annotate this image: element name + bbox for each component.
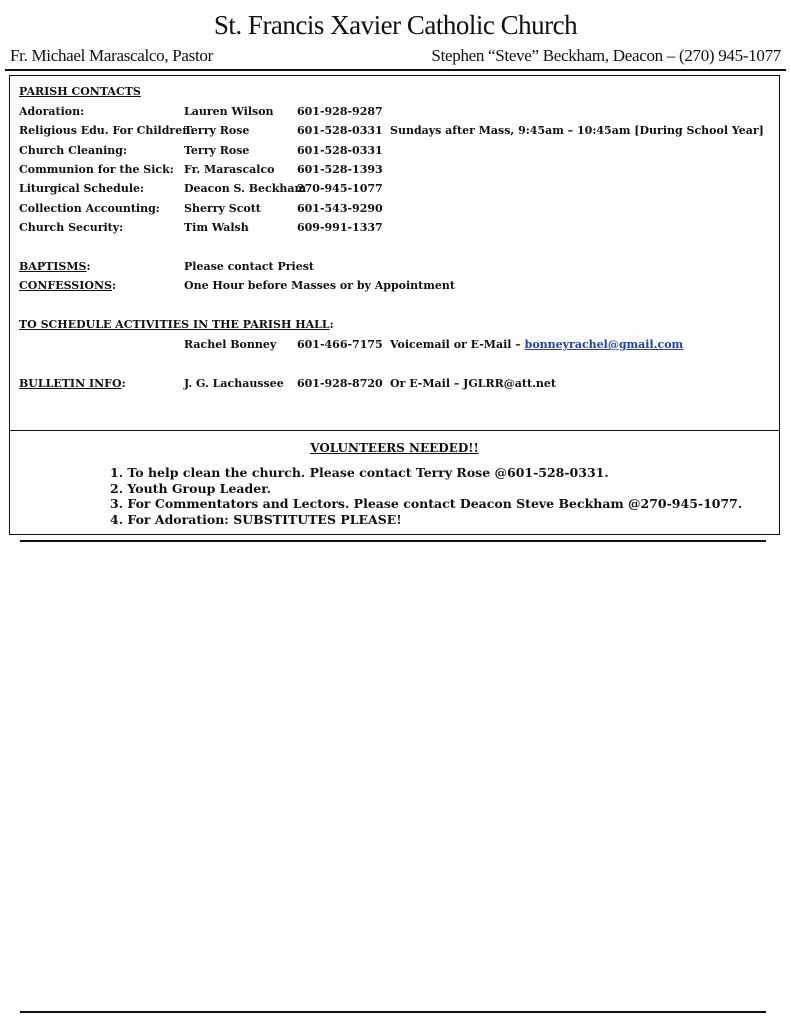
- contact-role: Communion for the Sick:: [19, 163, 174, 176]
- bulletin-note: Or E-Mail – JGLRR@att.net: [390, 377, 556, 390]
- bulletin-phone: 601-928-8720: [297, 377, 383, 390]
- confessions-label: CONFESSIONS:: [19, 279, 117, 292]
- contact-name: Sherry Scott: [184, 202, 261, 215]
- header-divider: [5, 69, 786, 71]
- contact-role: Church Security:: [19, 221, 124, 234]
- contact-phone: 601-528-0331: [297, 124, 383, 137]
- parish-hall-heading: TO SCHEDULE ACTIVITIES IN THE PARISH HALL:: [19, 318, 334, 331]
- contact-role: Religious Edu. For Children:: [19, 124, 195, 137]
- contact-phone: 609-991-1337: [297, 221, 383, 234]
- list-item: 2. Youth Group Leader.: [110, 480, 271, 496]
- contact-phone: 601-528-1393: [297, 163, 383, 176]
- baptisms-label: BAPTISMS:: [19, 260, 91, 273]
- contact-note: Sundays after Mass, 9:45am – 10:45am [During School Year]: [390, 124, 764, 137]
- bulletin-info-label: BULLETIN INFO:: [19, 377, 126, 390]
- deacon-contact: Stephen “Steve” Beckham, Deacon – (270) 945-1077: [431, 46, 781, 65]
- list-item: 1. To help clean the church. Please contact Terry Rose @601-528-0331.: [110, 465, 609, 480]
- parish-hall-contact-name: Rachel Bonney: [184, 338, 277, 351]
- section-divider: [20, 540, 766, 542]
- contact-phone: 601-528-0331: [297, 144, 383, 157]
- confessions-text: One Hour before Masses or by Appointment: [184, 279, 455, 292]
- contact-role: Adoration:: [19, 105, 85, 118]
- volunteers-heading: VOLUNTEERS NEEDED!!: [310, 441, 479, 455]
- list-item: 4. For Adoration: SUBSTITUTES PLEASE!: [110, 511, 402, 527]
- list-item: 3. For Commentators and Lectors. Please contact Deacon Steve Beckham @270-945-1077.: [110, 496, 743, 511]
- contact-phone: 601-928-9287: [297, 105, 383, 118]
- baptisms-text: Please contact Priest: [184, 260, 314, 273]
- contact-role: Collection Accounting:: [19, 202, 160, 215]
- contact-name: Terry Rose: [184, 124, 250, 137]
- contact-phone: 270-945-1077: [297, 182, 383, 195]
- pastor-name: Fr. Michael Marascalco, Pastor: [10, 46, 213, 65]
- contact-name: Fr. Marascalco: [184, 163, 275, 176]
- email-link[interactable]: bonneyrachel@gmail.com: [524, 338, 684, 351]
- bulletin-contact-name: J. G. Lachaussee: [184, 377, 284, 390]
- contact-phone: 601-543-9290: [297, 202, 383, 215]
- parish-contacts-heading: PARISH CONTACTS: [19, 85, 141, 98]
- contact-role: Liturgical Schedule:: [19, 182, 145, 195]
- page-title: St. Francis Xavier Catholic Church: [213, 10, 578, 40]
- contact-name: Terry Rose: [184, 144, 250, 157]
- page-footer-divider: [20, 1011, 766, 1013]
- parish-hall-note: Voicemail or E-Mail – bonneyrachel@gmail.com: [390, 338, 684, 351]
- box-divider: [9, 430, 780, 431]
- contact-role: Church Cleaning:: [19, 144, 128, 157]
- contact-name: Lauren Wilson: [184, 105, 274, 118]
- parish-hall-phone: 601-466-7175: [297, 338, 383, 351]
- contact-name: Tim Walsh: [184, 221, 249, 234]
- volunteers-list: [110, 465, 742, 527]
- contact-name: Deacon S. Beckham: [184, 182, 307, 195]
